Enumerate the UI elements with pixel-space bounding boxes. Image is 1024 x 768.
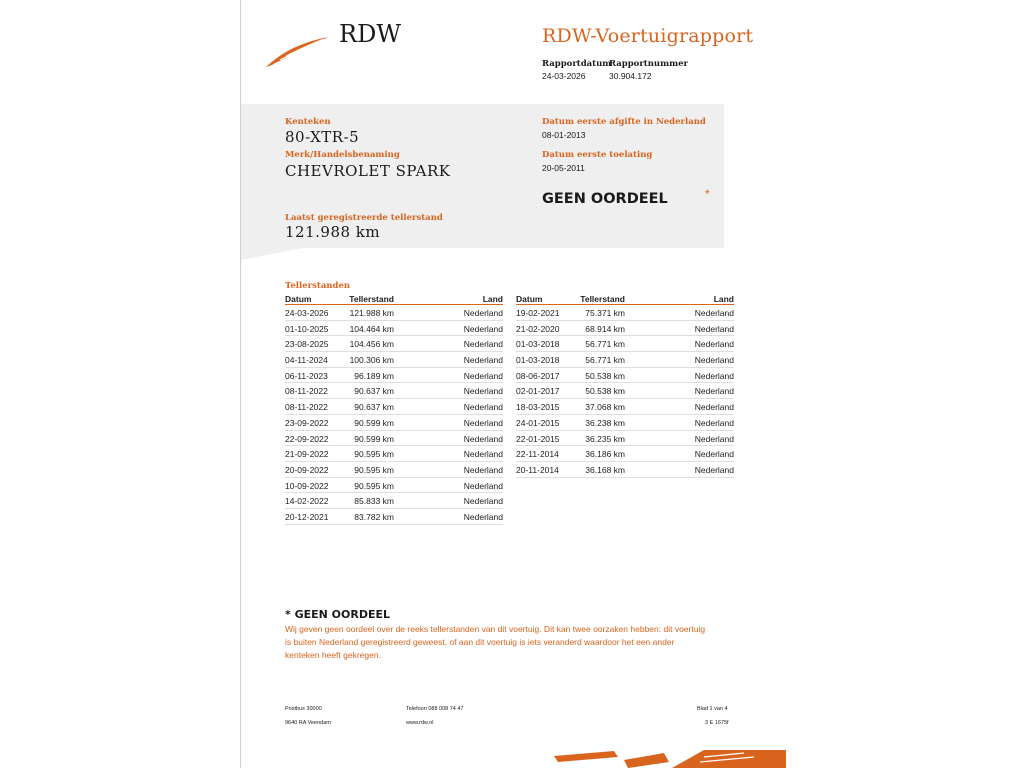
reading-km: 50.538 km xyxy=(585,386,625,397)
reading-km: 100.306 km xyxy=(349,355,394,366)
reading-km: 56.771 km xyxy=(585,355,625,366)
verdict-text: GEEN OORDEEL xyxy=(542,191,668,207)
reading-country: Nederland xyxy=(463,308,503,318)
reading-date: 20-11-2014 xyxy=(516,464,559,475)
reading-date: 08-11-2022 xyxy=(285,402,328,413)
reading-date: 04-11-2024 xyxy=(285,355,328,366)
reading-country: Nederland xyxy=(694,323,734,334)
col-km-header: Tellerstand xyxy=(580,294,625,304)
table-row xyxy=(516,305,734,321)
plate-label: Kenteken xyxy=(285,117,331,127)
footer-phone: Telefoon 088 008 74 47 xyxy=(406,706,464,712)
reading-km: 85.833 km xyxy=(354,496,394,507)
report-number-label: Rapportnummer xyxy=(609,59,688,69)
reading-date: 08-06-2017 xyxy=(516,370,560,381)
report-date-value: 24-03-2026 xyxy=(542,71,586,81)
reading-country: Nederland xyxy=(463,496,503,507)
reading-date: 18-03-2015 xyxy=(516,402,560,413)
table-row xyxy=(516,368,734,384)
table-row xyxy=(285,368,503,384)
table-row xyxy=(285,431,503,447)
reading-country: Nederland xyxy=(463,480,503,491)
table-header xyxy=(285,294,503,305)
reading-country: Nederland xyxy=(694,449,734,460)
report-number-block xyxy=(609,59,688,81)
report-date-block xyxy=(542,59,611,81)
reading-date: 02-01-2017 xyxy=(516,386,560,397)
reading-km: 90.599 km xyxy=(354,433,394,444)
table-row xyxy=(516,431,734,447)
plate-value: 80-XTR-5 xyxy=(285,128,360,146)
table-row xyxy=(285,383,503,399)
make-label: Merk/Handelsbenaming xyxy=(285,150,400,160)
footnote-title: * GEEN OORDEEL xyxy=(285,608,391,621)
reading-date: 22-01-2015 xyxy=(516,433,560,444)
first-admission-label: Datum eerste toelating xyxy=(542,150,653,160)
reading-km: 36.168 km xyxy=(585,464,625,475)
table-row xyxy=(285,509,503,525)
readings-table-right xyxy=(516,294,734,478)
reading-country: Nederland xyxy=(463,511,503,522)
reading-country: Nederland xyxy=(463,386,503,397)
reading-date: 24-03-2026 xyxy=(285,308,329,318)
first-nl-label: Datum eerste afgifte in Nederland xyxy=(542,117,706,127)
reading-date: 01-03-2018 xyxy=(516,339,560,350)
reading-country: Nederland xyxy=(463,339,503,350)
reading-km: 36.186 km xyxy=(585,449,625,460)
footer-page-number: Blad 1 van 4 xyxy=(697,706,728,712)
reading-country: Nederland xyxy=(694,370,734,381)
reading-date: 21-02-2020 xyxy=(516,323,560,334)
table-row xyxy=(285,321,503,337)
readings-table-left xyxy=(285,294,503,525)
footnote-text: Wij geven geen oordeel over de reeks tellerstanden van dit voertuig. Dit kan twee oorzaken hebben: dit voertuig is buiten Nederland geregistreerd geweest, of aan dit voertuig is iets veranderd waardoor het een ander kenteken heeft gekregen. xyxy=(285,624,706,660)
reading-date: 23-08-2025 xyxy=(285,339,329,350)
table-row xyxy=(285,478,503,494)
vehicle-panel-tail xyxy=(241,248,303,260)
report-number-value: 30.904.172 xyxy=(609,71,652,81)
reading-km: 90.595 km xyxy=(354,464,394,475)
reading-country: Nederland xyxy=(463,417,503,428)
footer-website[interactable]: www.rdw.nl xyxy=(406,720,434,726)
odometer-value: 121.988 km xyxy=(285,223,381,241)
reading-date: 20-12-2021 xyxy=(285,511,329,522)
table-header xyxy=(516,294,734,305)
verdict-asterisk: * xyxy=(705,187,710,201)
reading-date: 19-02-2021 xyxy=(516,308,560,318)
table-row xyxy=(516,383,734,399)
col-date-header: Datum xyxy=(285,294,312,304)
reading-km: 104.464 km xyxy=(349,323,394,334)
rdw-logo-icon xyxy=(264,34,332,70)
reading-country: Nederland xyxy=(694,417,734,428)
reading-date: 23-09-2022 xyxy=(285,417,329,428)
reading-date: 06-11-2023 xyxy=(285,370,328,381)
reading-km: 90.595 km xyxy=(354,449,394,460)
table-row xyxy=(516,415,734,431)
reading-country: Nederland xyxy=(694,308,734,318)
reading-date: 08-11-2022 xyxy=(285,386,328,397)
reading-country: Nederland xyxy=(694,339,734,350)
table-row xyxy=(285,399,503,415)
first-nl-value: 08-01-2013 xyxy=(542,130,586,140)
reading-km: 68.914 km xyxy=(585,323,625,334)
reading-km: 56.771 km xyxy=(585,339,625,350)
reading-km: 83.782 km xyxy=(354,511,394,522)
reading-km: 90.595 km xyxy=(354,480,394,491)
report-date-label: Rapportdatum xyxy=(542,59,612,69)
reading-date: 10-09-2022 xyxy=(285,480,329,491)
reading-country: Nederland xyxy=(463,355,503,366)
reading-km: 96.189 km xyxy=(354,370,394,381)
reading-country: Nederland xyxy=(694,386,734,397)
reading-country: Nederland xyxy=(463,449,503,460)
table-row xyxy=(516,352,734,368)
readings-title: Tellerstanden xyxy=(285,281,351,291)
table-row xyxy=(285,352,503,368)
reading-km: 90.637 km xyxy=(354,386,394,397)
table-row xyxy=(285,336,503,352)
reading-country: Nederland xyxy=(694,402,734,413)
table-row xyxy=(516,462,734,478)
reading-km: 37.068 km xyxy=(585,402,625,413)
footer-postbus: Postbus 30000 xyxy=(285,706,322,712)
reading-country: Nederland xyxy=(694,464,734,475)
reading-country: Nederland xyxy=(463,433,503,444)
first-admission-value: 20-05-2011 xyxy=(542,163,585,173)
reading-km: 75.371 km xyxy=(585,308,625,318)
reading-country: Nederland xyxy=(463,402,503,413)
reading-km: 104.456 km xyxy=(349,339,394,350)
odometer-label: Laatst geregistreerde tellerstand xyxy=(285,213,443,223)
brand-name: RDW xyxy=(339,20,401,48)
reading-km: 50.538 km xyxy=(585,370,625,381)
col-country-header: Land xyxy=(482,294,503,304)
table-row xyxy=(516,321,734,337)
table-row xyxy=(516,399,734,415)
reading-km: 90.637 km xyxy=(354,402,394,413)
reading-date: 24-01-2015 xyxy=(516,417,560,428)
table-row xyxy=(285,446,503,462)
table-row xyxy=(285,415,503,431)
reading-country: Nederland xyxy=(694,433,734,444)
table-row xyxy=(285,305,503,321)
footer-code: 3 E 1675f xyxy=(705,720,729,726)
reading-km: 36.235 km xyxy=(585,433,625,444)
table-row xyxy=(516,446,734,462)
reading-date: 01-10-2025 xyxy=(285,323,329,334)
reading-date: 20-09-2022 xyxy=(285,464,329,475)
report-title: RDW-Voertuigrapport xyxy=(542,25,754,47)
table-row xyxy=(285,493,503,509)
reading-country: Nederland xyxy=(463,464,503,475)
reading-date: 14-02-2022 xyxy=(285,496,329,507)
reading-country: Nederland xyxy=(463,370,503,381)
make-value: CHEVROLET SPARK xyxy=(285,162,451,180)
reading-km: 90.599 km xyxy=(354,417,394,428)
col-date-header: Datum xyxy=(516,294,543,304)
reading-date: 22-09-2022 xyxy=(285,433,329,444)
reading-km: 36.238 km xyxy=(585,417,625,428)
reading-country: Nederland xyxy=(463,323,503,334)
footer-postcode: 9640 RA Veendam xyxy=(285,720,331,726)
reading-km: 121.988 km xyxy=(349,308,394,318)
reading-date: 01-03-2018 xyxy=(516,355,560,366)
reading-country: Nederland xyxy=(694,355,734,366)
table-row xyxy=(516,336,734,352)
reading-date: 22-11-2014 xyxy=(516,449,559,460)
rdw-swoosh-icon xyxy=(554,748,786,768)
col-country-header: Land xyxy=(713,294,734,304)
table-row xyxy=(285,462,503,478)
col-km-header: Tellerstand xyxy=(349,294,394,304)
reading-date: 21-09-2022 xyxy=(285,449,329,460)
